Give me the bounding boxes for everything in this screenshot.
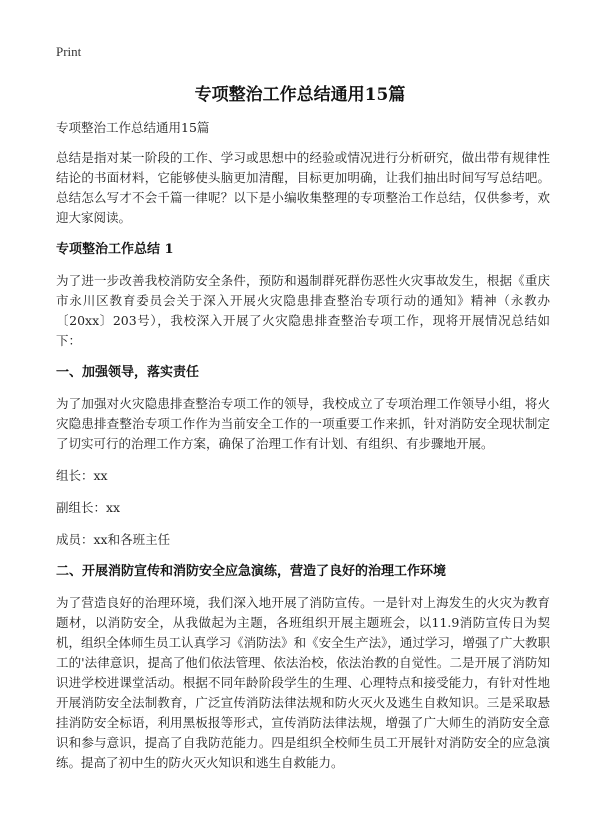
section-1-heading: 专项整治工作总结 1 (56, 242, 174, 257)
document-subtitle: 专项整治工作总结通用15篇 (56, 120, 210, 135)
print-link[interactable]: Print (56, 44, 82, 59)
publicity-paragraph: 为了营造良好的治理环境，我们深入地开展了消防宣传。一是针对上海发生的火灾为教育题材，以消防安全，从我做起为主题，各班组织开展主题班会，以11.9消防宣传日为契机，组织全体师生员工认真学习《消防法》和《安全生产法》，通过学习，增强了广大教职工的'法律意识，提高了他们依法管理、依法治校，依法治教的自觉性。二是开展了消防知识进学校进课堂活动。根据不同年龄阶段学生的生理、心理特点和接受能力，有针对性地开展消防安全法制教育，广泛宣传消防法律法规和防火灭火及逃生自救知识。三是采取悬挂消防安全标语，利用黑板报等形式，宣传消防法律法规，增强了广大师生的消防安全意识和参与意识，提高了自我防范能力。四是组织全校师生员工开展针对消防安全的应急演练。提高了初中生的防火灭火知识和逃生自救能力。 (56, 595, 550, 770)
intro-paragraph: 总结是指对某一阶段的工作、学习或思想中的经验或情况进行分析研究，做出带有规律性结论的书面材料，它能够使头脑更加清醒，目标更加明确，让我们抽出时间写写总结吧。总结怎么写才不会千篇一律呢？以下是小编收集整理的专项整治工作总结，仅供参考，欢迎大家阅读。 (56, 150, 550, 225)
publicity-heading: 二、开展消防宣传和消防安全应急演练，营造了良好的治理工作环境 (56, 564, 447, 579)
section-1-paragraph: 为了进一步改善我校消防安全条件，预防和遏制群死群伤恶性火灾事故发生，根据《重庆市永川区教育委员会关于深入开展火灾隐患排查整治专项行动的通知》精神（永教办〔20xx〕203号），我校深入开展了火灾隐患排查整治专项工作，现将开展情况总结如下： (56, 273, 550, 348)
members-line: 成员：xx和各班主任 (56, 532, 171, 547)
deputy-line: 副组长：xx (56, 500, 121, 515)
leadership-paragraph: 为了加强对火灾隐患排查整治专项工作的领导，我校成立了专项治理工作领导小组，将火灾隐患排查整治专项工作作为当前安全工作的一项重要工作来抓，针对消防安全现状制定了切实可行的治理工作方案，确保了治理工作有计划、有组织、有步骤地开展。 (56, 396, 550, 451)
leadership-heading: 一、加强领导，落实责任 (56, 365, 200, 380)
document-body (56, 118, 550, 785)
document-title: 专项整治工作总结通用15篇 (194, 85, 406, 105)
leader-line: 组长：xx (56, 468, 108, 483)
